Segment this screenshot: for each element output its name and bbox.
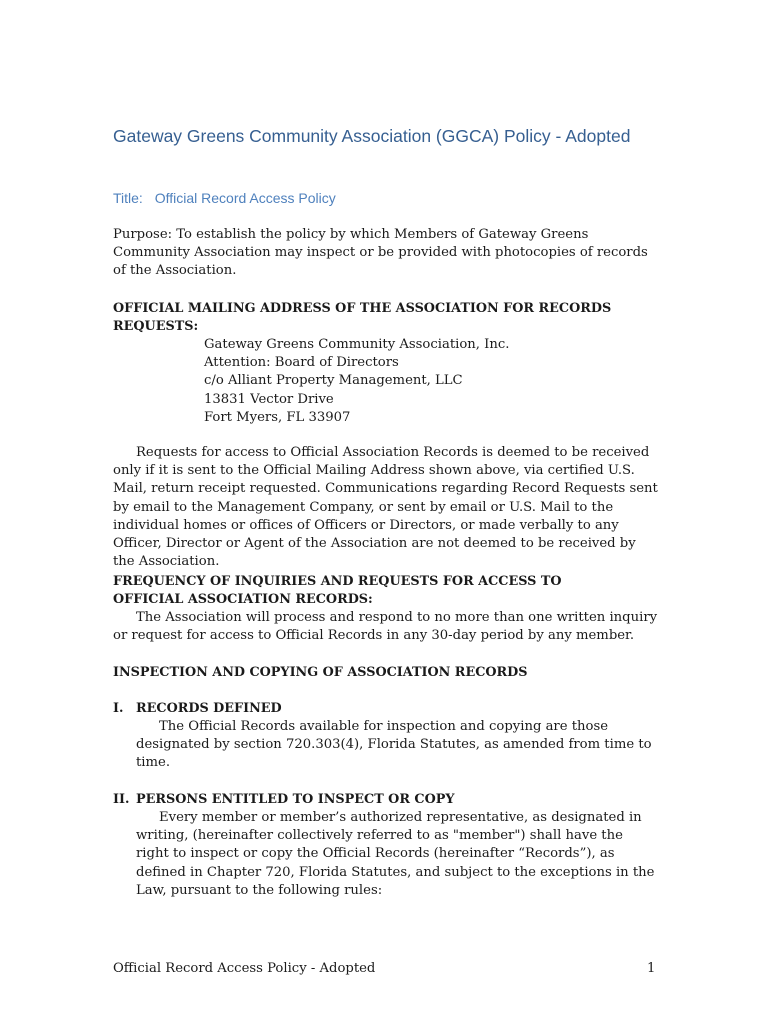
address-line: 13831 Vector Drive (204, 391, 334, 407)
section-title: PERSONS ENTITLED TO INSPECT OR COPY (136, 792, 455, 807)
section-body: The Official Records available for inspection and copying are those designated by section 720.303(4), Florida Statutes, as amended from time to time. (136, 719, 652, 771)
section-body: Every member or member’s authorized representative, as designated in writing, (hereinafter collectively referred to as "member") shall have the right to inspect or copy the Official Records (hereinafter “Records”), as defined in Chapter 720, Florida Statutes, and subject to the exceptions in the Law, pursuant to the following rules: (136, 810, 655, 898)
section-heading (113, 700, 282, 718)
address-line: c/o Alliant Property Management, LLC (204, 373, 463, 389)
address-line: Gateway Greens Community Association, Inc. (204, 337, 510, 352)
inspection-heading: INSPECTION AND COPYING OF ASSOCIATION RECORDS (113, 665, 528, 680)
subtitle-label: Title: (113, 190, 143, 206)
section-heading (113, 791, 455, 809)
mailing-address-heading: OFFICIAL MAILING ADDRESS OF THE ASSOCIATION FOR RECORDS REQUESTS: (113, 301, 612, 335)
frequency-paragraph: The Association will process and respond to no more than one written inquiry or request for access to Official Records in any 30-day period by any member. (113, 610, 658, 644)
section-number: I. (113, 701, 124, 716)
section-number: II. (113, 792, 130, 807)
address-line: Fort Myers, FL 33907 (204, 409, 351, 425)
purpose-paragraph: Purpose: To establish the policy by which Members of Gateway Greens Community Association may inspect or be provided with photocopies of records of the Association. (113, 227, 648, 279)
subtitle-value: Official Record Access Policy (154, 190, 336, 206)
frequency-heading: FREQUENCY OF INQUIRIES AND REQUESTS FOR ACCESS TO OFFICIAL ASSOCIATION RECORDS: (113, 574, 562, 608)
mailing-address-block (204, 336, 509, 427)
address-line: Attention: Board of Directors (204, 355, 399, 371)
requests-paragraph: Requests for access to Official Association Records is deemed to be received only if it is sent to the Official Mailing Address shown above, via certified U.S. Mail, return receipt requested. Communications regarding Record Requests sent by email to the Management Company, or sent by email or U.S. Mail to the individual homes or offices of Officers or Directors, or made verbally to any Officer, Director or Agent of the Association are not deemed to be received by the Association. (113, 445, 658, 570)
section-title: RECORDS DEFINED (136, 701, 282, 716)
document-subtitle (113, 188, 336, 208)
footer-text: Official Record Access Policy - Adopted (113, 961, 376, 976)
page-number: 1 (647, 961, 656, 976)
document-title: Gateway Greens Community Association (GGCA) Policy - Adopted (113, 126, 631, 146)
